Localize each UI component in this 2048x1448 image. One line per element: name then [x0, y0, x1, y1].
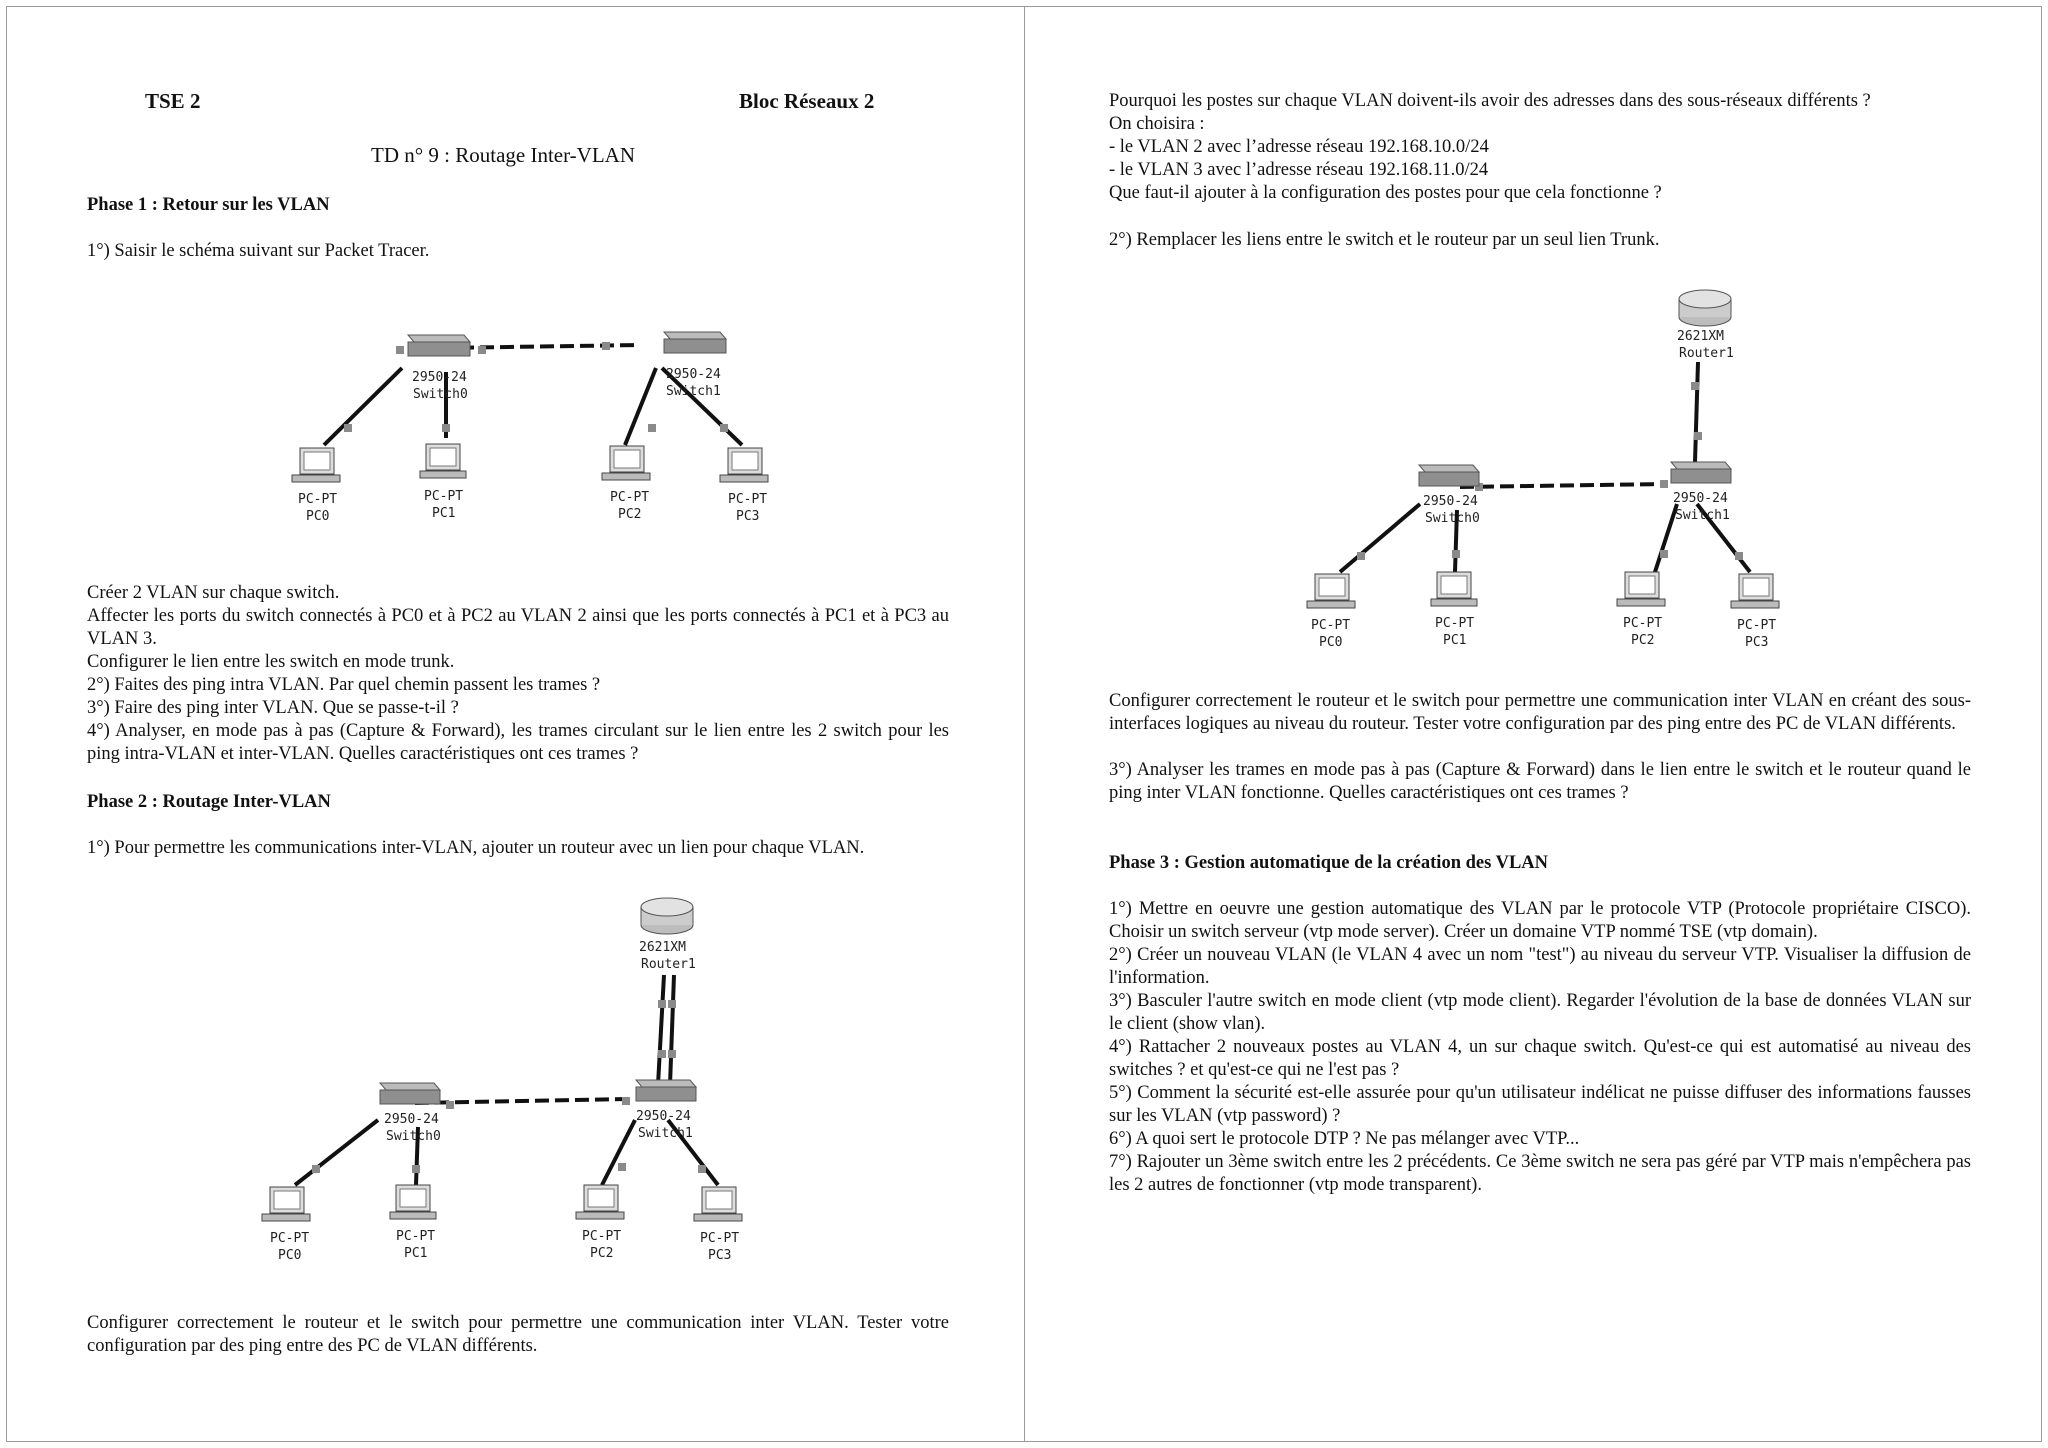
right-question-2: 2°) Remplacer les liens entre le switch et le routeur par un seul lien Trunk. [1109, 230, 1660, 250]
phase1-instruction: Affecter les ports du switch connectés à PC0 et à PC2 au VLAN 2 ainsi que les ports connectés à PC1 et à PC3 au VLAN 3. [87, 606, 949, 649]
svg-text:PC-PT: PC-PT [1737, 618, 1777, 633]
page-title: TD n° 9 : Routage Inter-VLAN [371, 143, 635, 167]
phase3-item: 7°) Rajouter un 3ème switch entre les 2 précédents. Ce 3ème switch ne sera pas géré par VTP mais n'empêchera pas les 2 autres de fonctionner (vtp mode transparent). [1109, 1152, 1971, 1195]
pc1-label: PC1 [404, 1246, 428, 1261]
router1-label: Router1 [1679, 346, 1734, 361]
switch1-model: 2950-24 [636, 1109, 691, 1124]
page-divider [1024, 6, 1025, 1442]
pc0-label: PC0 [306, 509, 330, 524]
svg-text:PC-PT: PC-PT [728, 492, 768, 507]
pc1-icon [1431, 572, 1477, 648]
phase2-heading: Phase 2 : Routage Inter-VLAN [87, 792, 331, 812]
switch1-icon [664, 332, 726, 399]
pc2-label: PC2 [590, 1246, 614, 1261]
phase1-question-1: 1°) Saisir le schéma suivant sur Packet Tracer. [87, 241, 430, 261]
pc0-label: PC0 [278, 1248, 302, 1263]
svg-text:PC-PT: PC-PT [1435, 616, 1475, 631]
pc3-label: PC3 [736, 509, 760, 524]
phase1-instruction: Configurer le lien entre les switch en mode trunk. [87, 652, 455, 672]
pc2-label: PC2 [1631, 633, 1655, 648]
pc1-icon [390, 1185, 436, 1261]
pc0-label: PC0 [1319, 635, 1343, 650]
intro-line: - le VLAN 3 avec l’adresse réseau 192.168.11.0/24 [1109, 160, 1489, 180]
router1-model: 2621XM [639, 940, 686, 955]
switch0-model: 2950-24 [384, 1112, 439, 1127]
switch0-icon [380, 1083, 441, 1144]
svg-text:PC-PT: PC-PT [1311, 618, 1351, 633]
topology-diagram-2 [250, 895, 790, 1275]
pc3-icon [1731, 574, 1779, 650]
switch1-label: Switch1 [638, 1126, 693, 1141]
phase1-instruction: 3°) Faire des ping inter VLAN. Que se passe-t-il ? [87, 698, 459, 718]
router1-icon [639, 898, 696, 972]
switch0-label: Switch0 [413, 387, 468, 402]
pc0-icon [1307, 574, 1355, 650]
svg-text:PC-PT: PC-PT [582, 1229, 622, 1244]
pc3-icon [694, 1187, 742, 1263]
intro-line: On choisira : [1109, 114, 1205, 134]
pc3-icon [720, 448, 768, 524]
switch0-icon [1419, 465, 1480, 526]
switch1-label: Switch1 [1675, 508, 1730, 523]
svg-text:PC-PT: PC-PT [270, 1231, 310, 1246]
switch0-model: 2950-24 [412, 370, 467, 385]
phase1-instruction: 4°) Analyser, en mode pas à pas (Capture & Forward), les trames circulant sur le lien entre les 2 switch pour les ping intra-VLAN et inter-VLAN. Quelles caractéristiques ont ces trames ? [87, 721, 949, 764]
switch1-model: 2950-24 [666, 367, 721, 382]
phase3-item: 5°) Comment la sécurité est-elle assurée pour qu'un utilisateur indélicat ne puisse diffuser des informations fausses sur les VLAN (vtp password) ? [1109, 1083, 1971, 1126]
svg-text:PC-PT: PC-PT [610, 490, 650, 505]
pc1-icon [420, 444, 466, 521]
topology-diagram-3 [1295, 282, 1815, 662]
course-title: TSE 2 [145, 89, 201, 113]
svg-text:PC-PT: PC-PT [424, 489, 464, 504]
phase1-instruction: Créer 2 VLAN sur chaque switch. [87, 583, 340, 603]
intro-line: Que faut-il ajouter à la configuration des postes pour que cela fonctionne ? [1109, 183, 1662, 203]
topology-diagram-1 [280, 320, 800, 530]
svg-text:PC-PT: PC-PT [700, 1231, 740, 1246]
svg-text:PC-PT: PC-PT [396, 1229, 436, 1244]
module-title: Bloc Réseaux 2 [739, 89, 875, 113]
phase1-instructions [87, 582, 949, 766]
phase3-heading: Phase 3 : Gestion automatique de la création des VLAN [1109, 853, 1549, 873]
pc0-icon [292, 448, 340, 524]
pc1-label: PC1 [432, 506, 456, 521]
phase1-heading: Phase 1 : Retour sur les VLAN [87, 195, 330, 215]
pc2-icon [576, 1185, 624, 1261]
phase3-item: 4°) Rattacher 2 nouveaux postes au VLAN 4, un sur chaque switch. Qu'est-ce qui est automatisé au niveau des switches ? et qu'est-ce qui ne l'est pas ? [1109, 1037, 1971, 1080]
switch0-icon [408, 335, 470, 402]
right-intro [1109, 90, 1871, 205]
pc2-label: PC2 [618, 507, 642, 522]
phase2-question-1: 1°) Pour permettre les communications inter-VLAN, ajouter un routeur avec un lien pour chaque VLAN. [87, 838, 865, 858]
phase1-instruction: 2°) Faites des ping intra VLAN. Par quel chemin passent les trames ? [87, 675, 601, 695]
pc1-label: PC1 [1443, 633, 1467, 648]
phase3-items [1109, 898, 1971, 1197]
pc0-icon [262, 1187, 310, 1263]
switch1-icon [1671, 462, 1731, 523]
switch1-icon [636, 1080, 696, 1141]
switch0-label: Switch0 [386, 1129, 441, 1144]
router1-label: Router1 [641, 957, 696, 972]
pc3-label: PC3 [708, 1248, 732, 1263]
svg-text:PC-PT: PC-PT [298, 492, 338, 507]
phase3-item: 3°) Basculer l'autre switch en mode client (vtp mode client). Regarder l'évolution de la base de données VLAN sur le client (show vlan). [1109, 991, 1971, 1034]
svg-text:PC-PT: PC-PT [1623, 616, 1663, 631]
phase3-item: 1°) Mettre en oeuvre une gestion automatique des VLAN par le protocole VTP (Protocole propriétaire CISCO). Choisir un switch serveur (vtp mode server). Créer un domaine VTP nommé TSE (vtp domain). [1109, 899, 1971, 942]
router1-model: 2621XM [1677, 329, 1724, 344]
switch0-model: 2950-24 [1423, 494, 1478, 509]
switch1-model: 2950-24 [1673, 491, 1728, 506]
intro-line: Pourquoi les postes sur chaque VLAN doivent-ils avoir des adresses dans des sous-réseaux différents ? [1109, 91, 1871, 111]
pc2-icon [1617, 572, 1665, 648]
router1-icon [1677, 290, 1734, 361]
switch1-label: Switch1 [666, 384, 721, 399]
pc3-label: PC3 [1745, 635, 1769, 650]
right-config-text: Configurer correctement le routeur et le switch pour permettre une communication inter VLAN en créant des sous-interfaces logiques au niveau du routeur. Tester votre configuration par des ping entre des PC de VLAN différents. [1109, 691, 1971, 734]
phase3-item: 2°) Créer un nouveau VLAN (le VLAN 4 avec un nom "test") au niveau du serveur VTP. Visualiser la diffusion de l'information. [1109, 945, 1971, 988]
right-question-3: 3°) Analyser les trames en mode pas à pas (Capture & Forward) dans le lien entre le switch et le routeur quand le ping inter VLAN fonctionne. Quelles caractéristiques ont ces trames ? [1109, 760, 1971, 803]
phase3-item: 6°) A quoi sert le protocole DTP ? Ne pas mélanger avec VTP... [1109, 1129, 1580, 1149]
intro-line: - le VLAN 2 avec l’adresse réseau 192.168.10.0/24 [1109, 137, 1489, 157]
pc2-icon [602, 446, 650, 522]
phase2-config-text: Configurer correctement le routeur et le switch pour permettre une communication inter VLAN. Tester votre configuration par des ping entre des PC de VLAN différents. [87, 1313, 949, 1356]
switch0-label: Switch0 [1425, 511, 1480, 526]
